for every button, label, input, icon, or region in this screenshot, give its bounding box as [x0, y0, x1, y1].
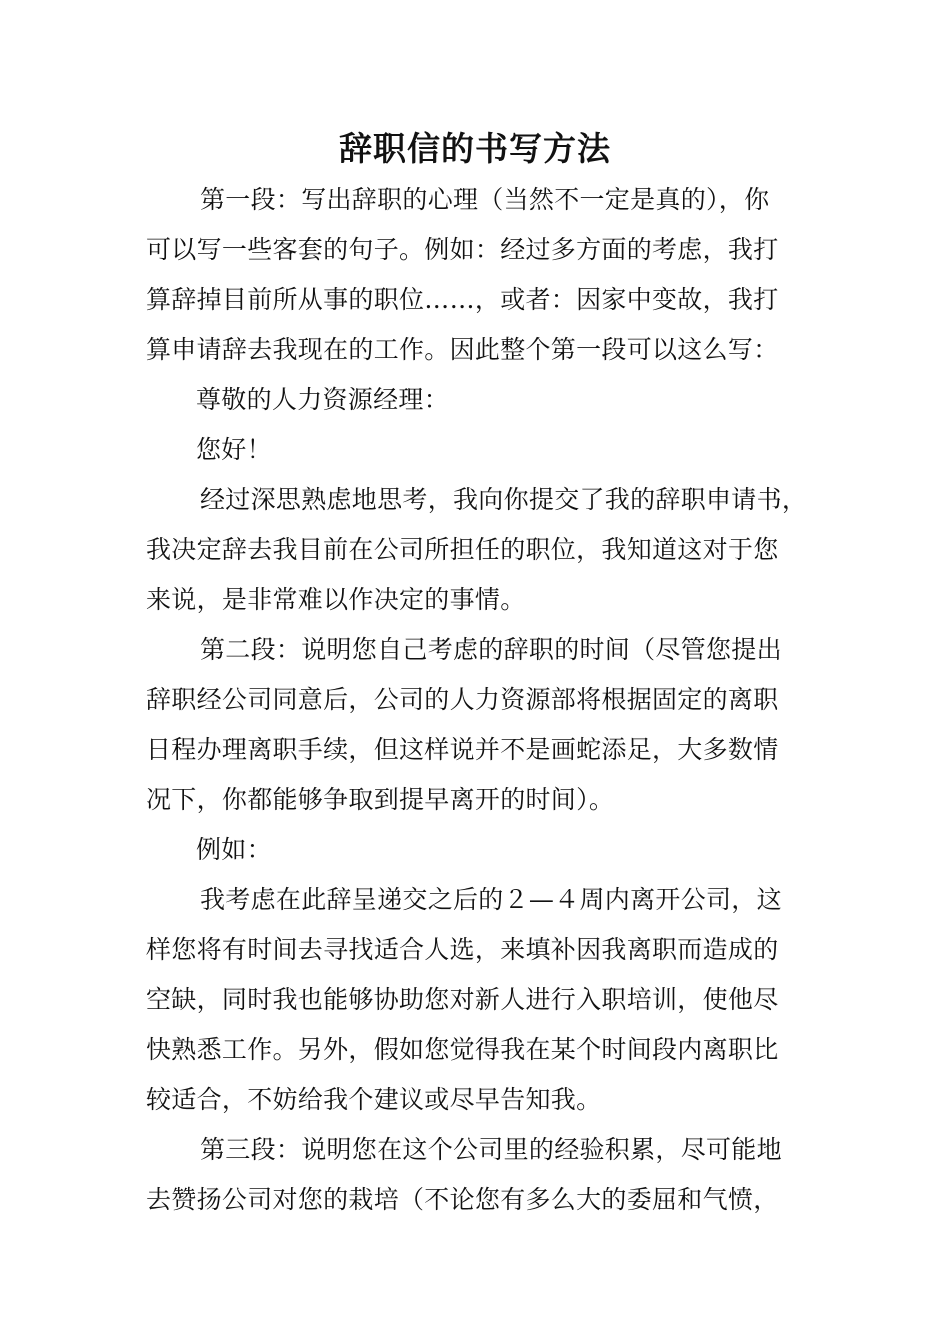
paragraph-line: 第二段：说明您自己考虑的辞职的时间（尽管您提出 [200, 635, 782, 664]
paragraph-line: 可以写一些客套的句子。例如：经过多方面的考虑，我打 [146, 235, 779, 264]
paragraph-line: 较适合，不妨给我个建议或尽早告知我。 [146, 1085, 602, 1114]
paragraph-line: 辞职经公司同意后，公司的人力资源部将根据固定的离职 [146, 685, 779, 714]
paragraph-line: 来说，是非常难以作决定的事情。 [146, 585, 526, 614]
paragraph-line: 您好！ [196, 435, 272, 464]
paragraph-line: 算申请辞去我现在的工作。因此整个第一段可以这么写： [146, 335, 779, 364]
paragraph-line: 第一段：写出辞职的心理（当然不一定是真的），你 [200, 185, 770, 214]
paragraph-line: 快熟悉工作。另外，假如您觉得我在某个时间段内离职比 [146, 1035, 779, 1064]
paragraph-line: 例如： [196, 835, 272, 864]
paragraph-line: 算辞掉目前所从事的职位……，或者：因家中变故，我打 [146, 285, 779, 314]
paragraph-line: 尊敬的人力资源经理： [196, 385, 450, 414]
paragraph-line: 样您将有时间去寻找适合人选，来填补因我离职而造成的 [146, 935, 779, 964]
paragraph-line: 第三段：说明您在这个公司里的经验积累，尽可能地 [200, 1135, 782, 1164]
paragraph-line: 空缺，同时我也能够协助您对新人进行入职培训，使他尽 [146, 985, 779, 1014]
document-title: 辞职信的书写方法 [339, 129, 611, 168]
paragraph-line: 日程办理离职手续，但这样说并不是画蛇添足，大多数情 [146, 735, 779, 764]
paragraph-line: 我决定辞去我目前在公司所担任的职位，我知道这对于您 [146, 535, 779, 564]
paragraph-line: 我考虑在此辞呈递交之后的２—４周内离开公司，这 [200, 885, 782, 914]
paragraph-line: 经过深思熟虑地思考，我向你提交了我的辞职申请书， [200, 485, 808, 514]
paragraph-line: 况下，你都能够争取到提早离开的时间）。 [146, 785, 615, 814]
paragraph-line: 去赞扬公司对您的栽培（不论您有多么大的委屈和气愤， [146, 1185, 779, 1214]
